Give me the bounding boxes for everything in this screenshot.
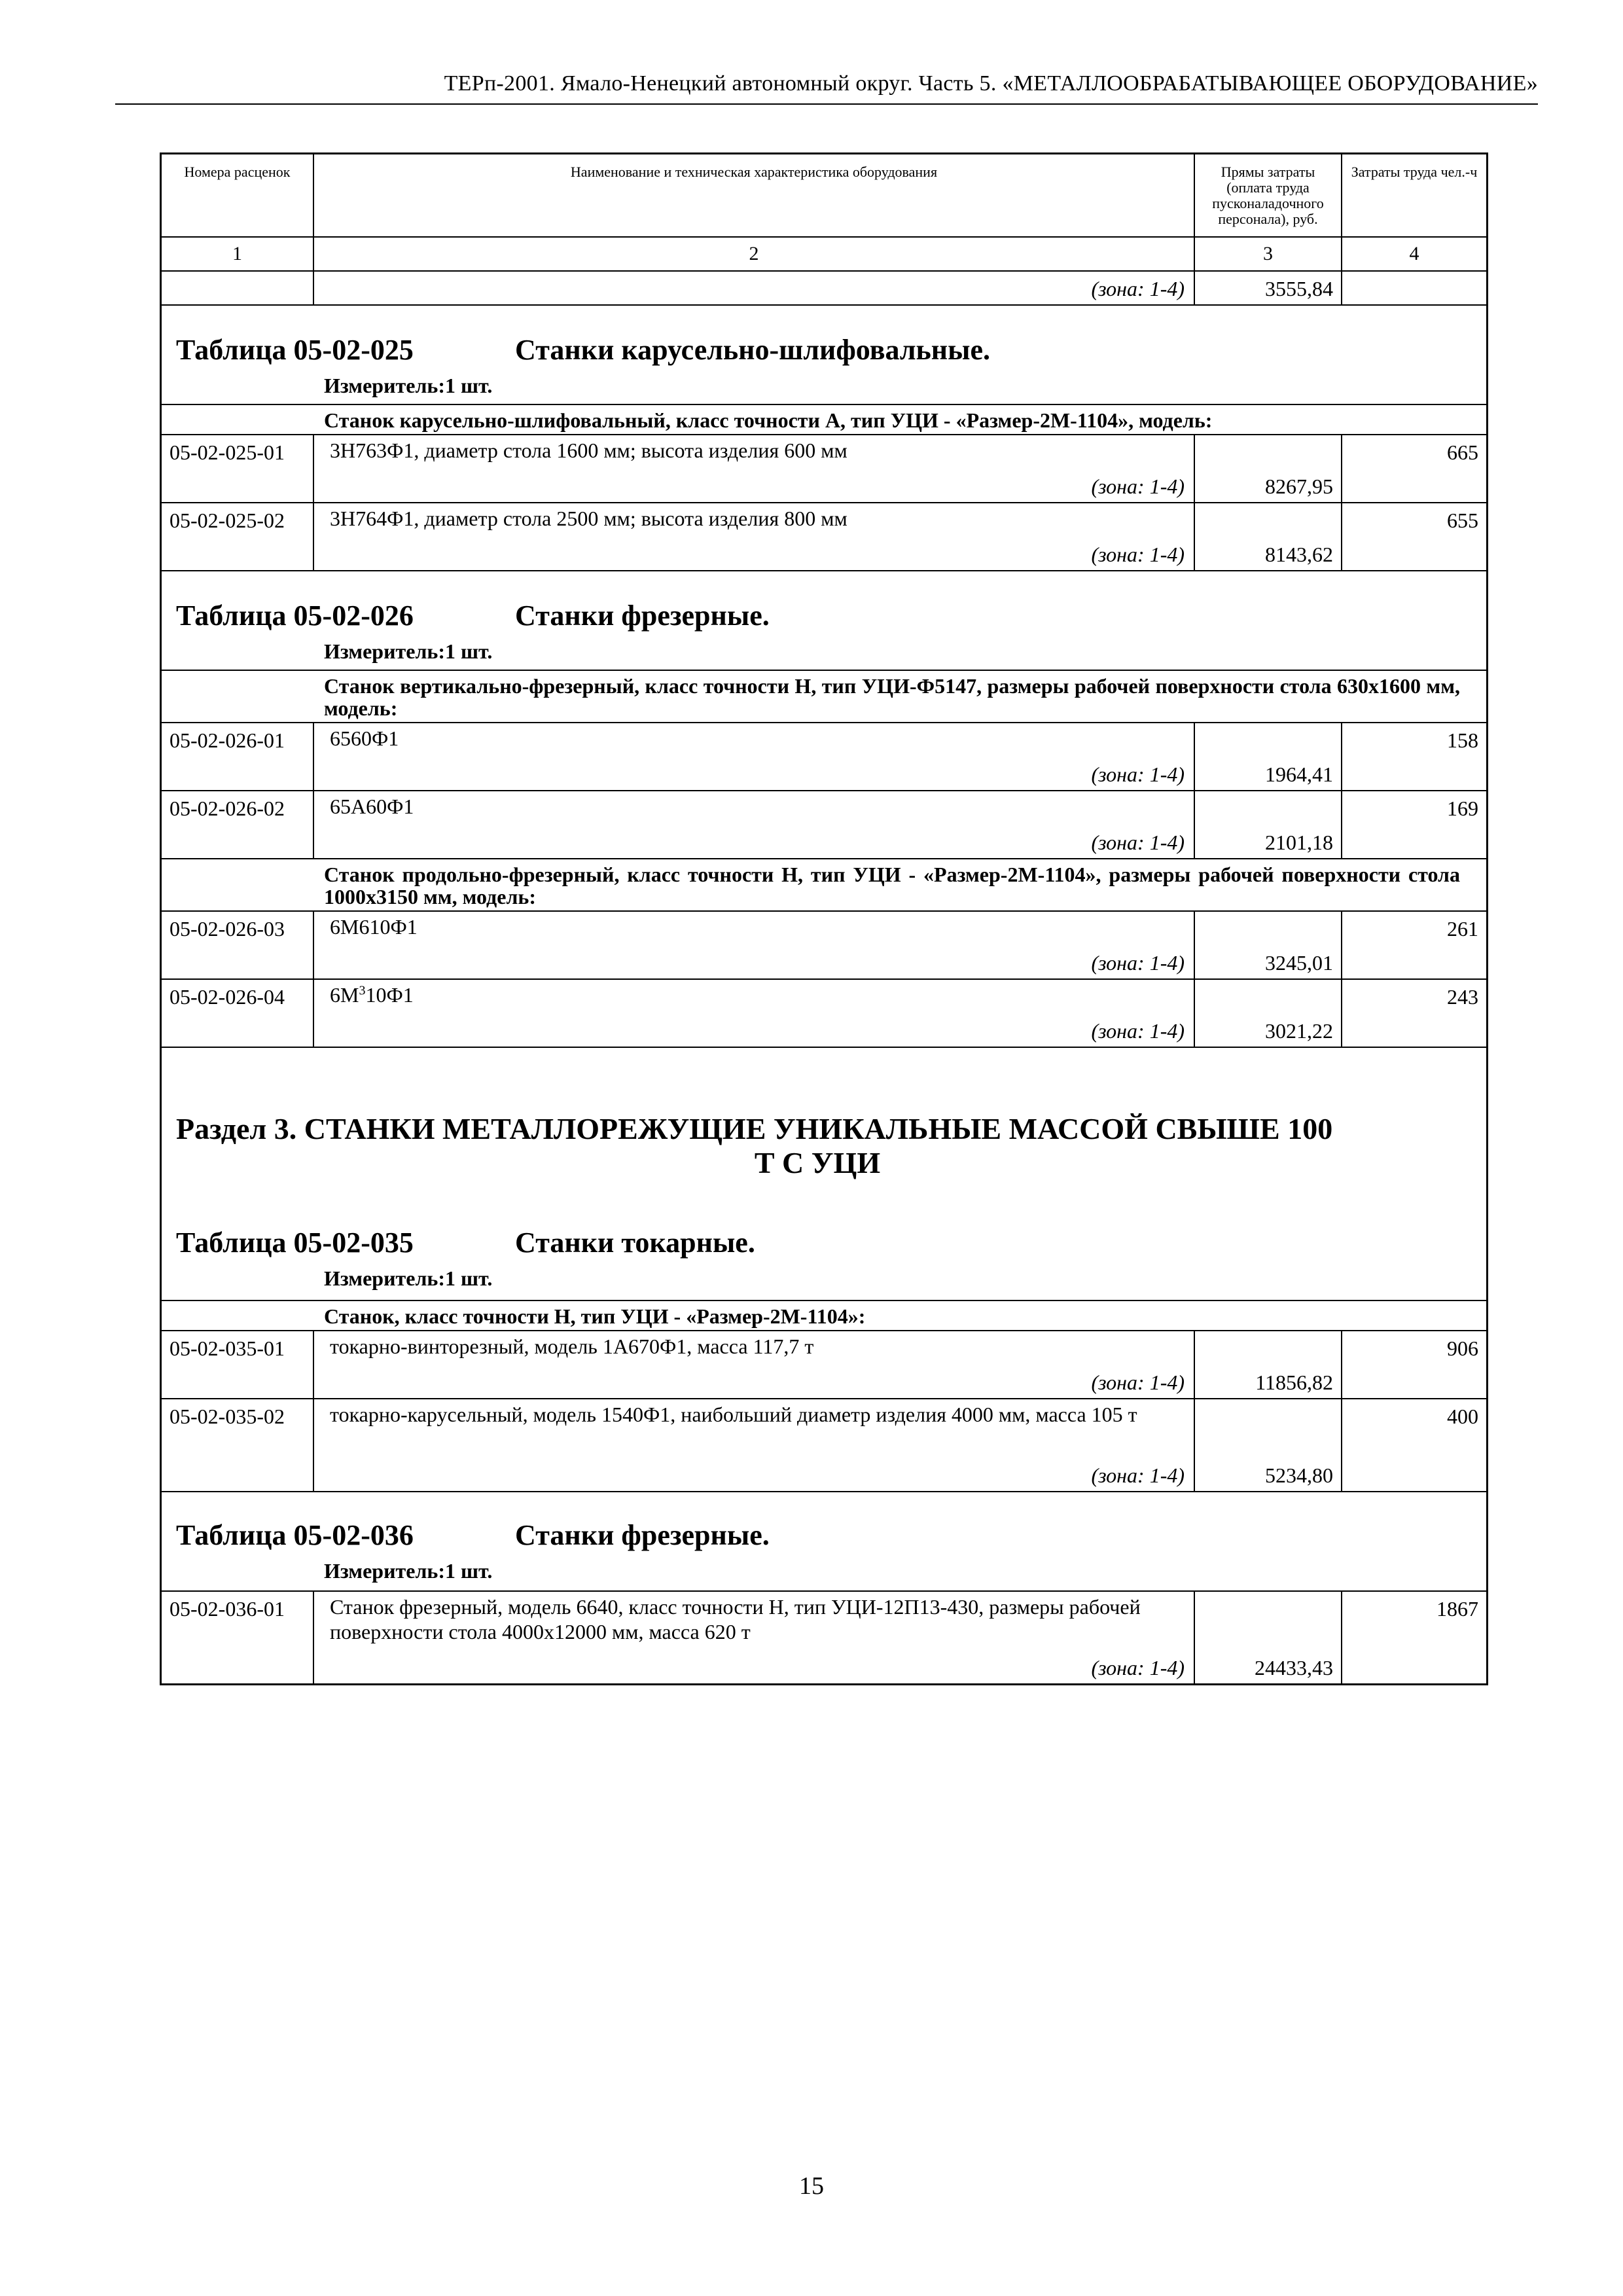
superscript: 3 (359, 983, 366, 998)
zone-label: (зона: 1-4) (1091, 951, 1185, 975)
cost-value: 3245,01 (1265, 951, 1333, 975)
table-title: Таблица 05-02-025 (176, 334, 414, 366)
cost-value: 11856,82 (1255, 1371, 1333, 1394)
cost-value: 3021,22 (1265, 1019, 1333, 1043)
table-name: Станки фрезерные. (515, 600, 770, 632)
cost-value: 24433,43 (1255, 1656, 1333, 1679)
zone-label: (зона: 1-4) (1091, 1371, 1185, 1394)
col-number: 3 (1195, 238, 1342, 270)
zone-label: (зона: 1-4) (1091, 277, 1185, 300)
section-title (176, 1112, 1472, 1180)
table-row (162, 910, 1486, 978)
rate-description: 3Н764Ф1, диаметр стола 2500 мм; высота изделия 800 мм (330, 507, 847, 530)
cost-value: 1964,41 (1265, 762, 1333, 786)
column-header-row (162, 154, 1486, 236)
labor-value: 1867 (1436, 1597, 1478, 1621)
zone-label: (зона: 1-4) (1091, 1656, 1185, 1679)
carry-over-row (162, 270, 1486, 304)
zone-label: (зона: 1-4) (1091, 831, 1185, 854)
table-title: Таблица 05-02-026 (176, 600, 414, 632)
table-heading (162, 570, 1486, 670)
cost-value: 8143,62 (1265, 543, 1333, 566)
page-header: ТЕРп-2001. Ямало-Ненецкий автономный округ. Часть 5. «МЕТАЛЛООБРАБАТЫВАЮЩЕЕ ОБОРУДОВАНИЕ» (444, 71, 1538, 96)
zone-label: (зона: 1-4) (1091, 1019, 1185, 1043)
table-row (162, 978, 1486, 1047)
labor-value: 169 (1447, 797, 1478, 820)
rate-code: 05-02-026-03 (162, 912, 314, 978)
labor-value: 261 (1447, 917, 1478, 941)
table-name: Станки токарные. (515, 1227, 755, 1259)
page-number: 15 (799, 2172, 824, 2200)
col-header-codes: Номера расценок (162, 154, 314, 236)
table-row (162, 790, 1486, 858)
table-row (162, 1330, 1486, 1398)
cost-value: 5234,80 (1265, 1463, 1333, 1487)
labor-value: 158 (1447, 728, 1478, 752)
rate-description: Станок фрезерный, модель 6640, класс точности Н, тип УЦИ-12П13-430, размеры рабочей поверхности стола 4000х12000 мм, масса 620 т (330, 1595, 1141, 1643)
col-number: 4 (1409, 243, 1419, 264)
table-title: Таблица 05-02-036 (176, 1519, 414, 1551)
table-row (162, 1398, 1486, 1491)
table-row (162, 722, 1486, 790)
labor-value: 400 (1447, 1405, 1478, 1428)
table-heading (162, 304, 1486, 404)
col-header-description: Наименование и техническая характеристика оборудования (314, 154, 1195, 236)
group-heading: Станок карусельно-шлифовальный, класс точности А, тип УЦИ - «Размер-2М-1104», модель: (162, 404, 1486, 434)
col-number: 1 (162, 238, 314, 270)
zone-label: (зона: 1-4) (1091, 1463, 1185, 1487)
rate-code: 05-02-035-02 (162, 1399, 314, 1491)
rate-code: 05-02-036-01 (162, 1592, 314, 1683)
rates-table (160, 152, 1488, 1685)
table-heading (162, 1205, 1486, 1300)
zone-label: (зона: 1-4) (1091, 762, 1185, 786)
rate-code: 05-02-025-01 (162, 435, 314, 502)
rate-description: 65А60Ф1 (330, 795, 414, 818)
rate-code: 05-02-026-02 (162, 791, 314, 858)
rate-description: токарно-карусельный, модель 1540Ф1, наибольший диаметр изделия 4000 мм, масса 105 т (330, 1403, 1137, 1426)
table-row (162, 502, 1486, 570)
section-heading (162, 1047, 1486, 1205)
zone-label: (зона: 1-4) (1091, 475, 1185, 498)
rate-description: 6560Ф1 (330, 726, 399, 750)
group-heading: Станок вертикально-фрезерный, класс точности Н, тип УЦИ-Ф5147, размеры рабочей поверхности стола 630х1600 мм, модель: (162, 670, 1486, 722)
table-meter: Измеритель:1 шт. (324, 374, 493, 397)
table-meter: Измеритель:1 шт. (324, 1559, 493, 1583)
labor-value: 243 (1447, 985, 1478, 1009)
table-row (162, 1590, 1486, 1683)
group-heading: Станок продольно-фрезерный, класс точности Н, тип УЦИ - «Размер-2М-1104», размеры рабочей поверхности стола 1000х3150 мм, модель: (162, 858, 1486, 910)
labor-value: 655 (1447, 509, 1478, 532)
group-heading: Станок, класс точности Н, тип УЦИ - «Размер-2М-1104»: (162, 1300, 1486, 1330)
header-rule (115, 103, 1538, 105)
table-title: Таблица 05-02-035 (176, 1227, 414, 1259)
rate-description: токарно-винторезный, модель 1А670Ф1, масса 117,7 т (330, 1335, 814, 1358)
cost-value: 3555,84 (1265, 277, 1333, 300)
rate-description: 3Н763Ф1, диаметр стола 1600 мм; высота изделия 600 мм (330, 439, 847, 462)
rate-code: 05-02-026-04 (162, 980, 314, 1047)
cost-value: 8267,95 (1265, 475, 1333, 498)
zone-label: (зона: 1-4) (1091, 543, 1185, 566)
col-header-labor: Затраты труда чел.-ч (1351, 164, 1478, 180)
labor-value: 906 (1447, 1336, 1478, 1360)
table-heading (162, 1491, 1486, 1590)
table-name: Станки карусельно-шлифовальные. (515, 334, 991, 366)
section-title-line: Раздел 3. СТАНКИ МЕТАЛЛОРЕЖУЩИЕ УНИКАЛЬНЫЕ МАССОЙ СВЫШЕ 100 (176, 1112, 1333, 1145)
table-meter: Измеритель:1 шт. (324, 1266, 493, 1290)
col-number: 2 (314, 238, 1195, 270)
rate-code: 05-02-025-02 (162, 503, 314, 570)
table-row (162, 434, 1486, 502)
labor-value: 665 (1447, 440, 1478, 464)
rate-description: 6М610Ф1 (330, 915, 418, 939)
rate-code: 05-02-035-01 (162, 1331, 314, 1398)
col-header-direct-costs: Прямы затраты (оплата труда пусконаладочного персонала), руб. (1195, 154, 1342, 236)
table-meter: Измеритель:1 шт. (324, 639, 493, 663)
rate-code: 05-02-026-01 (162, 723, 314, 790)
section-title-line: Т С УЦИ (754, 1146, 881, 1179)
rate-description: $6М^310Ф1$ (330, 983, 414, 1007)
cost-value: 2101,18 (1265, 831, 1333, 854)
column-number-row (162, 236, 1486, 270)
table-name: Станки фрезерные. (515, 1519, 770, 1551)
